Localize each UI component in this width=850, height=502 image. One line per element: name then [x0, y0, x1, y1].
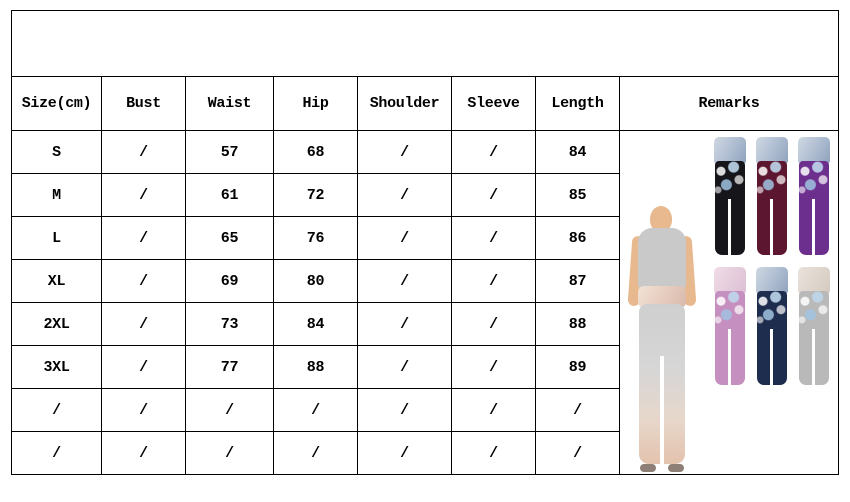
cell-length: 85 [536, 174, 620, 217]
cell-shoulder: / [358, 346, 452, 389]
swatch-leg-gap [812, 329, 815, 385]
column-header-hip: Hip [274, 77, 358, 131]
cell-waist: 61 [186, 174, 274, 217]
cell-size: / [12, 389, 102, 432]
cell-sleeve: / [452, 260, 536, 303]
cell-bust: / [102, 432, 186, 475]
column-header-length: Length [536, 77, 620, 131]
cell-size: 3XL [12, 346, 102, 389]
cell-sleeve: / [452, 432, 536, 475]
swatch-waistband [756, 267, 788, 293]
cell-sleeve: / [452, 346, 536, 389]
size-chart-table [11, 10, 839, 475]
cell-bust: / [102, 131, 186, 174]
swatch-waistband [798, 137, 830, 163]
table-header-row [12, 77, 839, 131]
swatch-leg-gap [770, 199, 773, 255]
column-header-remarks: Remarks [620, 77, 839, 131]
model-torso [638, 228, 686, 290]
column-header-sleeve: Sleeve [452, 77, 536, 131]
swatch-pink-floral [712, 267, 748, 385]
column-header-size: Size(cm) [12, 77, 102, 131]
cell-sleeve: / [452, 174, 536, 217]
cell-waist: / [186, 432, 274, 475]
swatch-floral-print [715, 161, 745, 195]
swatch-floral-print [757, 161, 787, 195]
cell-bust: / [102, 346, 186, 389]
column-header-bust: Bust [102, 77, 186, 131]
cell-size: / [12, 432, 102, 475]
cell-size: XL [12, 260, 102, 303]
cell-size: M [12, 174, 102, 217]
cell-shoulder: / [358, 303, 452, 346]
cell-length: 89 [536, 346, 620, 389]
cell-hip: 76 [274, 217, 358, 260]
cell-shoulder: / [358, 174, 452, 217]
swatch-waistband [798, 267, 830, 293]
cell-waist: 57 [186, 131, 274, 174]
cell-hip: 84 [274, 303, 358, 346]
swatch-leg-gap [770, 329, 773, 385]
column-header-waist: Waist [186, 77, 274, 131]
cell-hip: 88 [274, 346, 358, 389]
remarks-image-cell [620, 131, 839, 475]
swatch-navy-floral [754, 267, 790, 385]
swatch-floral-print [799, 291, 829, 325]
swatch-leg-gap [728, 199, 731, 255]
cell-waist: 69 [186, 260, 274, 303]
cell-shoulder: / [358, 389, 452, 432]
model-foot-left [640, 464, 656, 472]
cell-length: 84 [536, 131, 620, 174]
swatch-waistband [714, 267, 746, 293]
banner-cell [12, 11, 839, 77]
cell-bust: / [102, 174, 186, 217]
model-figure-grey-leggings [624, 206, 700, 470]
cell-length: / [536, 432, 620, 475]
cell-sleeve: / [452, 131, 536, 174]
cell-waist: 73 [186, 303, 274, 346]
cell-shoulder: / [358, 131, 452, 174]
cell-bust: / [102, 389, 186, 432]
banner-blank-area [12, 11, 838, 76]
swatch-waistband [714, 137, 746, 163]
cell-shoulder: / [358, 260, 452, 303]
swatch-floral-print [799, 161, 829, 195]
cell-hip: 72 [274, 174, 358, 217]
cell-shoulder: / [358, 217, 452, 260]
cell-bust: / [102, 260, 186, 303]
cell-sleeve: / [452, 217, 536, 260]
banner-row [12, 11, 839, 77]
cell-shoulder: / [358, 432, 452, 475]
cell-waist: 65 [186, 217, 274, 260]
swatch-black-floral [712, 137, 748, 255]
cell-hip: / [274, 432, 358, 475]
swatch-floral-print [715, 291, 745, 325]
cell-hip: 68 [274, 131, 358, 174]
cell-length: 87 [536, 260, 620, 303]
model-leg-gap [660, 356, 664, 464]
swatch-grey-floral [796, 267, 832, 385]
swatch-purple-floral [796, 137, 832, 255]
swatch-leg-gap [728, 329, 731, 385]
model-foot-right [668, 464, 684, 472]
cell-length: / [536, 389, 620, 432]
cell-length: 86 [536, 217, 620, 260]
cell-size: 2XL [12, 303, 102, 346]
cell-size: S [12, 131, 102, 174]
swatch-waistband [756, 137, 788, 163]
leggings-color-variants-image [620, 131, 838, 474]
cell-sleeve: / [452, 389, 536, 432]
swatch-leg-gap [812, 199, 815, 255]
cell-hip: 80 [274, 260, 358, 303]
cell-bust: / [102, 303, 186, 346]
swatch-floral-print [757, 291, 787, 325]
cell-size: L [12, 217, 102, 260]
cell-sleeve: / [452, 303, 536, 346]
column-header-shoulder: Shoulder [358, 77, 452, 131]
cell-hip: / [274, 389, 358, 432]
table-row [12, 131, 839, 174]
cell-length: 88 [536, 303, 620, 346]
cell-waist: 77 [186, 346, 274, 389]
swatch-wine-floral [754, 137, 790, 255]
cell-bust: / [102, 217, 186, 260]
cell-waist: / [186, 389, 274, 432]
